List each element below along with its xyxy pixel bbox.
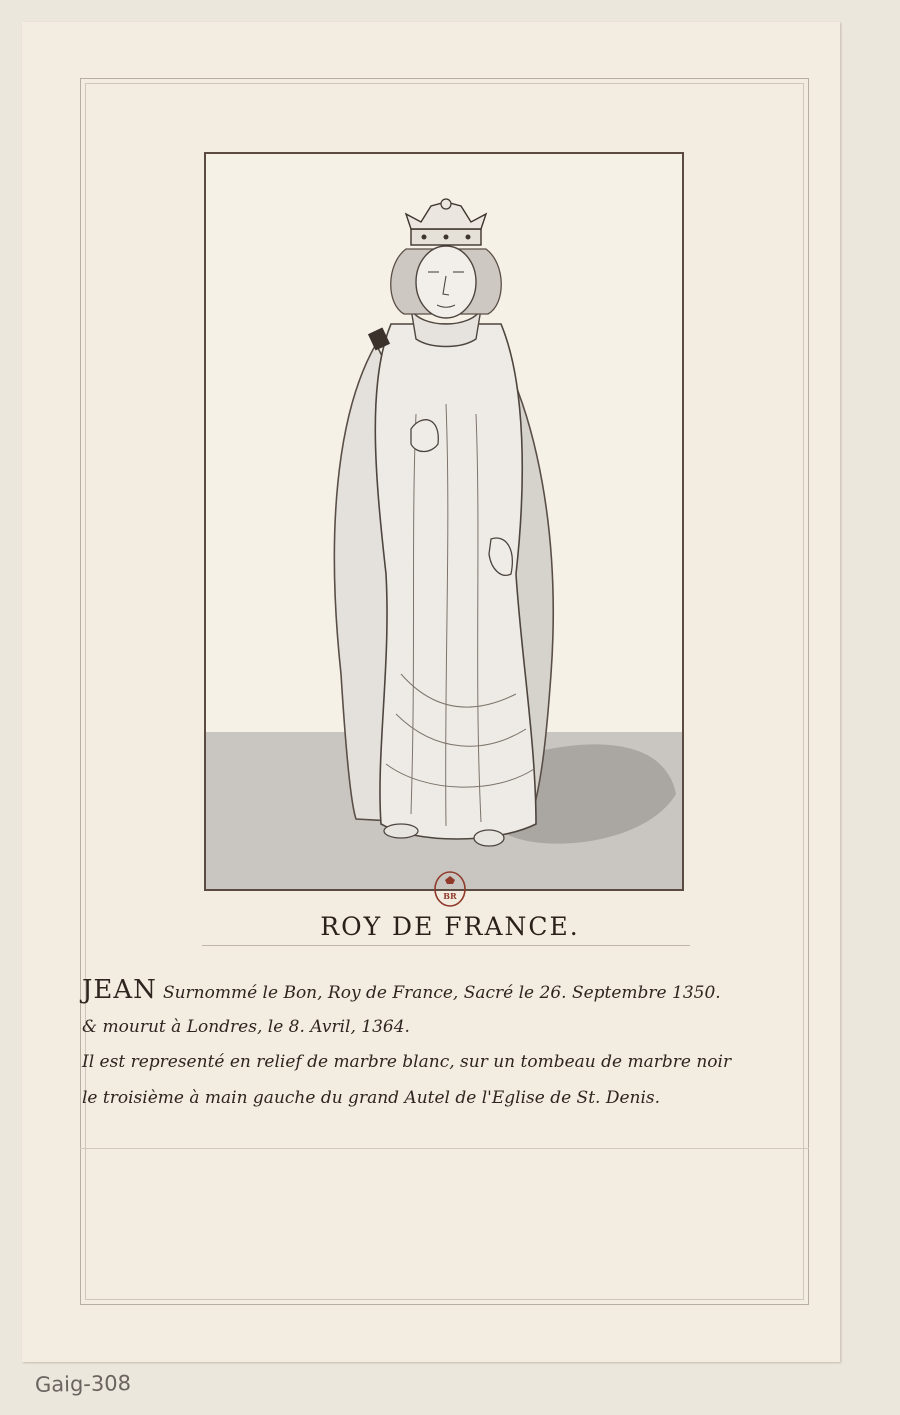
divider-line [80,1148,809,1149]
library-stamp [433,870,467,908]
inscription-line-4: le troisième à main gauche du grand Autel de l'Eglise de St. Denis. [82,1088,661,1108]
left-foot [384,824,418,838]
inscription-line-3: Il est representé en relief de marbre blanc, sur un tombeau de marbre noir [82,1052,732,1072]
stamp-seal-icon [433,870,467,908]
king-name: JEAN [82,975,157,1005]
crown [406,199,486,245]
raised-hand [411,420,438,452]
king-figure-illustration [206,154,682,889]
shelfmark-annotation: Gaig-308 [34,1371,132,1397]
illustration-frame [204,152,684,891]
stamp-text: BR [443,891,457,901]
robe [375,324,536,839]
inscription-line-2: & mourut à Londres, le 8. Avril, 1364. [82,1017,410,1037]
inscription-text-1: Surnommé le Bon, Roy de France, Sacré le 26. Septembre 1350. [162,983,721,1003]
inscription-line-1 [82,975,822,1005]
page-title: ROY DE FRANCE. [320,912,580,941]
title-underline [202,945,690,946]
right-foot [474,830,504,846]
